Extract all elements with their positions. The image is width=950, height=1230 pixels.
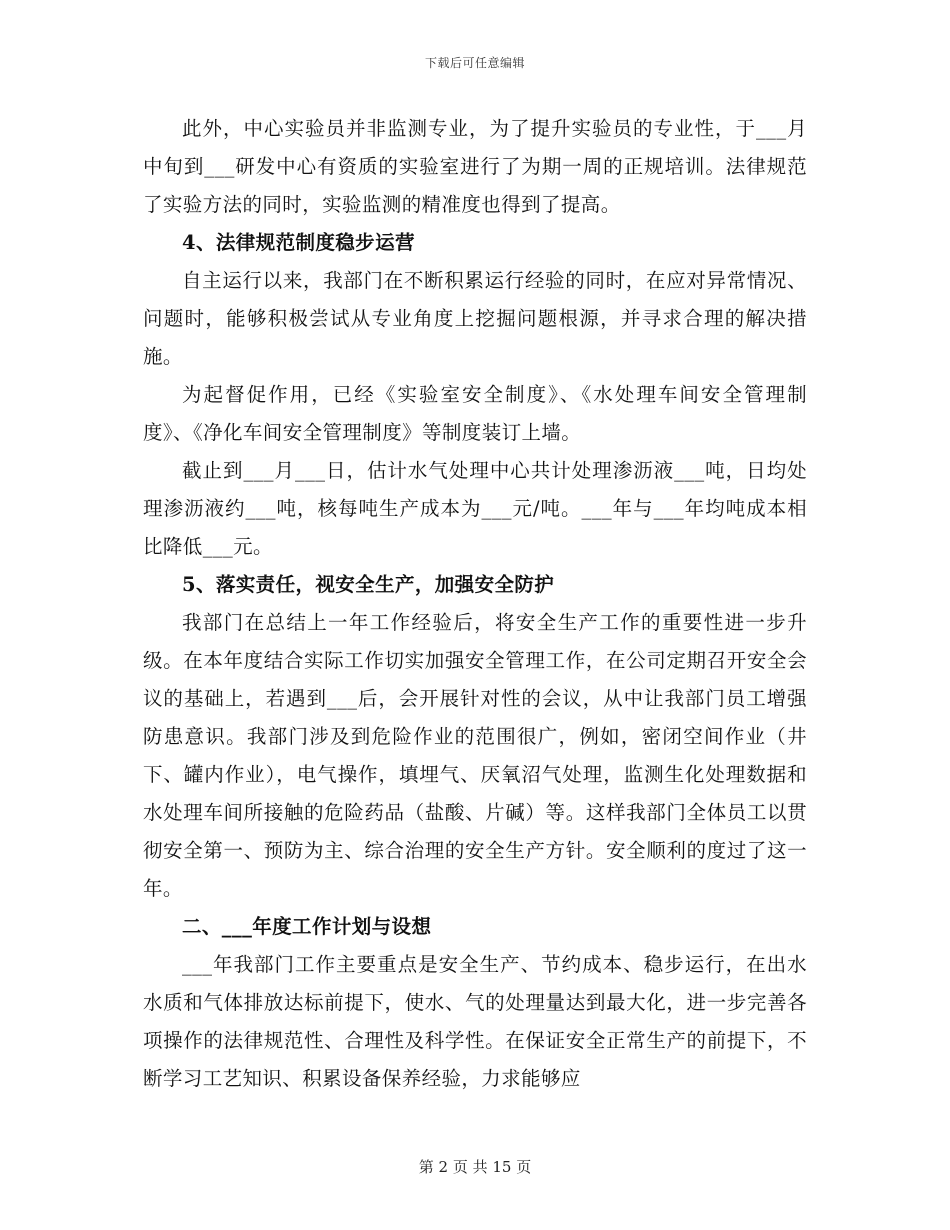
page-header: 下载后可任意编辑: [424, 56, 525, 70]
section-heading-5: 5、落实责任，视安全生产，加强安全防护: [182, 573, 555, 596]
section-heading-4: 4、法律规范制度稳步运营: [182, 231, 415, 254]
page-number: 第 2 页 共 15 页: [418, 1158, 532, 1176]
paragraph-regulations: 为起督促作用，已经《实验室安全制度》、《水处理车间安全管理制度》、《净化车间安全管理制度》等制度装订上墙。: [143, 383, 807, 444]
paragraph-plan: ___年我部门工作主要重点是安全生产、节约成本、稳步运行，在出水水质和气体排放达标前提下，使水、气的处理量达到最大化，进一步完善各项操作的法律规范性、合理性及科学性。在保证安全正常生产的前提下，不断学习工艺知识、积累设备保养经验，力求能够应: [143, 953, 807, 1090]
paragraph-safety: 我部门在总结上一年工作经验后，将安全生产工作的重要性进一步升级。在本年度结合实际工作切实加强安全管理工作，在公司定期召开安全会议的基础上，若遇到___后，会开展针对性的会议，从中让我部门员工增强防患意识。我部门涉及到危险作业的范围很广，例如，密闭空间作业（井下、罐内作业），电气操作，填埋气、厌氧沼气处理，监测生化处理数据和水处理车间所接触的危险药品（盐酸、片碱）等。这样我部门全体员工以贯彻安全第一、预防为主、综合治理的安全生产方针。安全顺利的度过了这一年。: [143, 611, 807, 900]
document-body: [143, 110, 807, 1098]
paragraph-statistics: 截止到___月___日，估计水气处理中心共计处理渗沥液___吨，日均处理渗沥液约___吨，核每吨生产成本为___元/吨。___年与___年均吨成本相比降低___元。: [143, 459, 807, 558]
paragraph-training: 此外，中心实验员并非监测专业，为了提升实验员的专业性，于___月中旬到___研发中心有资质的实验室进行了为期一周的正规培训。法律规范了实验方法的同时，实验监测的精准度也得到了提高。: [143, 117, 807, 216]
paragraph-operation: 自主运行以来，我部门在不断积累运行经验的同时，在应对异常情况、问题时，能够积极尝试从专业角度上挖掘问题根源，并寻求合理的解决措施。: [143, 269, 807, 368]
section-heading-plan: 二、___年度工作计划与设想: [182, 915, 432, 938]
